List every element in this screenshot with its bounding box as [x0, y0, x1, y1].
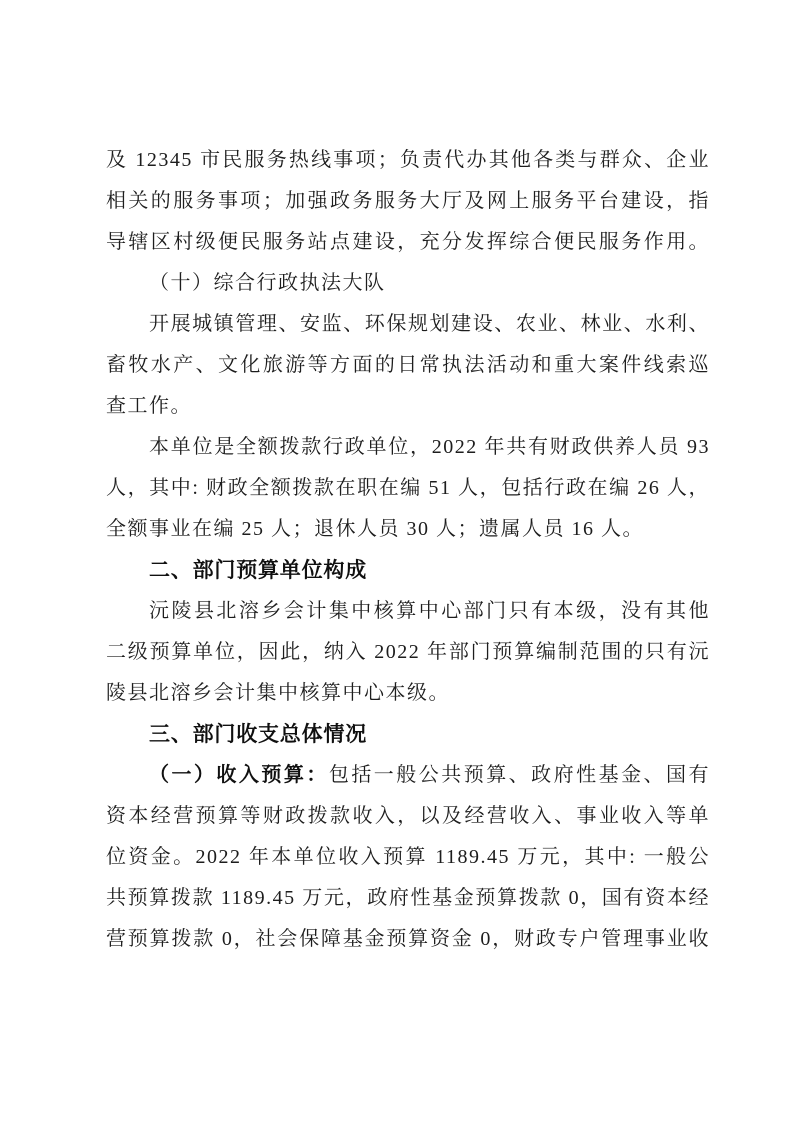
text-run: 三、部门收支总体情况 — [149, 723, 367, 746]
body-line — [106, 140, 710, 181]
text-run: 开展城镇管理、安监、环保规划建设、农业、林业、水利、 — [149, 313, 710, 335]
subsection-title-line — [106, 263, 710, 304]
text-run: 二级预算单位，因此，纳入 2022 年部门预算编制范围的只有沅 — [106, 641, 710, 663]
text-run: （十）综合行政执法大队 — [149, 272, 386, 294]
text-run: 资本经营预算等财政拨款收入，以及经营收入、事业收入等单 — [106, 805, 710, 827]
text-run: 二、部门预算单位构成 — [149, 559, 367, 582]
bold-text-run: （一）收入预算： — [149, 764, 329, 786]
text-run: 查工作。 — [106, 395, 192, 417]
body-line — [106, 304, 710, 345]
section-heading-line — [106, 714, 710, 755]
body-line — [106, 591, 710, 632]
body-line — [106, 878, 710, 919]
text-run: 导辖区村级便民服务站点建设，充分发挥综合便民服务作用。 — [106, 231, 710, 253]
body-line — [106, 345, 710, 386]
text-run: 位资金。2022 年本单位收入预算 1189.45 万元，其中: 一般公 — [106, 846, 710, 868]
document-body — [106, 140, 710, 960]
body-line — [106, 222, 710, 263]
text-run: 畜牧水产、文化旅游等方面的日常执法活动和重大案件线索巡 — [106, 354, 710, 376]
text-run: 相关的服务事项；加强政务服务大厅及网上服务平台建设，指 — [106, 190, 710, 212]
text-run: 及 12345 市民服务热线事项；负责代办其他各类与群众、企业 — [106, 149, 710, 171]
body-line — [106, 509, 710, 550]
text-run: 本单位是全额拨款行政单位，2022 年共有财政供养人员 93 — [149, 436, 710, 458]
section-heading-line — [106, 550, 710, 591]
body-line — [106, 837, 710, 878]
text-run: 人，其中: 财政全额拨款在职在编 51 人，包括行政在编 26 人， — [106, 477, 710, 499]
body-line — [106, 632, 710, 673]
body-line — [106, 427, 710, 468]
text-run: 全额事业在编 25 人；退休人员 30 人；遗属人员 16 人。 — [106, 518, 644, 540]
body-line — [106, 755, 710, 796]
text-run: 包括一般公共预算、政府性基金、国有 — [328, 764, 710, 786]
text-run: 陵县北溶乡会计集中核算中心本级。 — [106, 682, 450, 704]
body-line — [106, 673, 710, 714]
text-run: 沅陵县北溶乡会计集中核算中心部门只有本级，没有其他 — [149, 600, 710, 622]
body-line — [106, 796, 710, 837]
body-line — [106, 919, 710, 960]
body-line — [106, 468, 710, 509]
body-line — [106, 181, 710, 222]
body-line — [106, 386, 710, 427]
text-run: 共预算拨款 1189.45 万元，政府性基金预算拨款 0，国有资本经 — [106, 887, 710, 909]
text-run: 营预算拨款 0，社会保障基金预算资金 0，财政专户管理事业收 — [106, 928, 710, 950]
